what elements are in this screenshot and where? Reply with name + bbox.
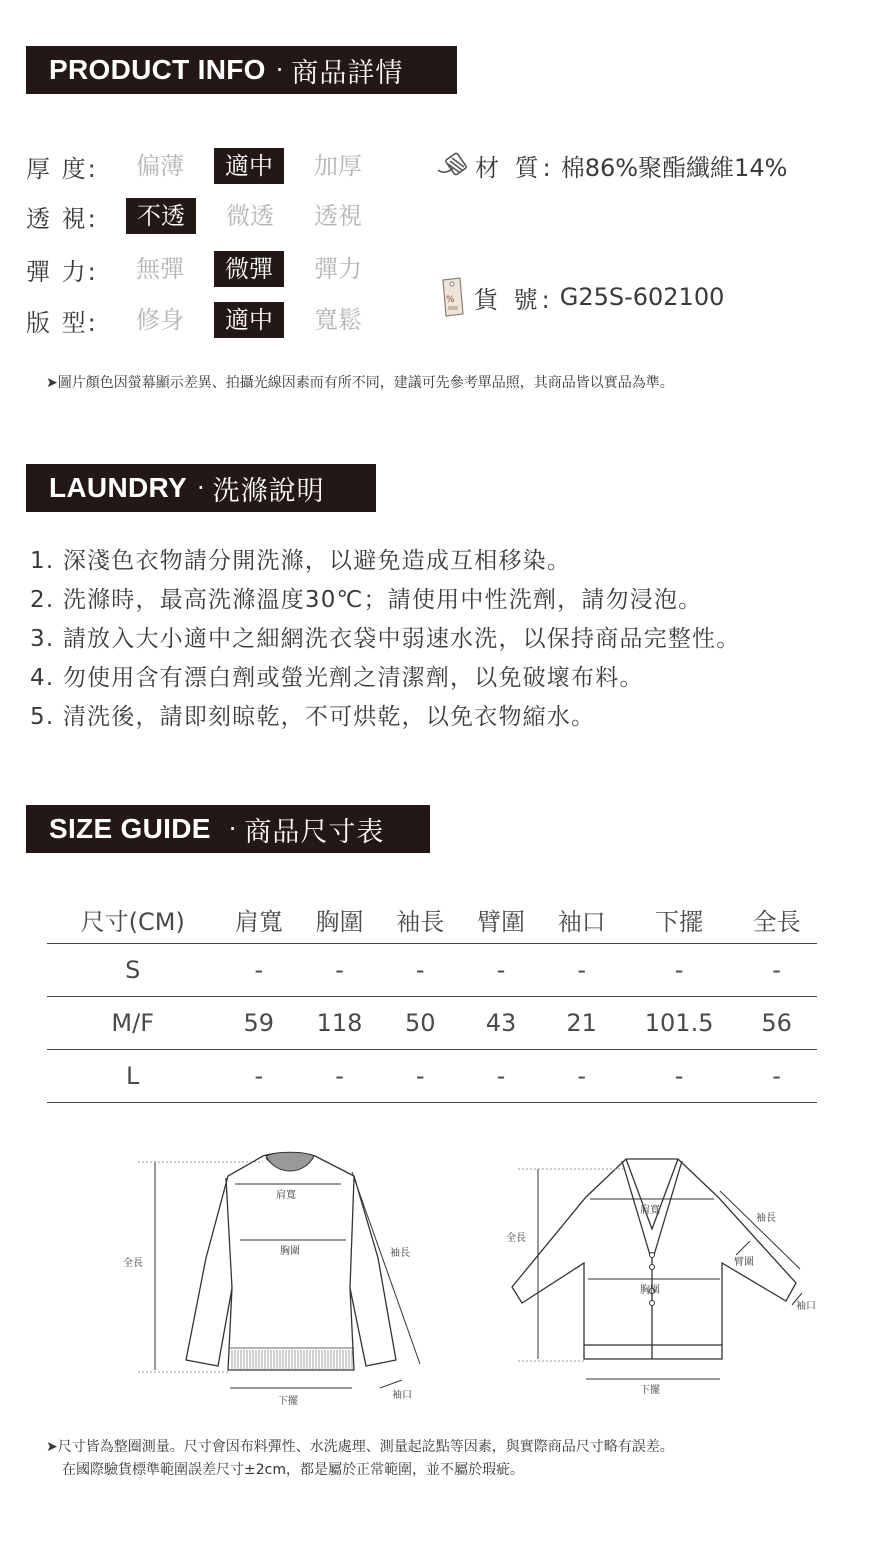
product-info-title-zh: 商品詳情 — [291, 57, 404, 89]
size-table-cell: 21 — [541, 997, 622, 1050]
sweater-diagram — [118, 1148, 438, 1408]
attribute-row — [26, 251, 392, 287]
size-guide-title-zh: 商品尺寸表 — [244, 816, 385, 848]
product-info-header — [26, 46, 457, 94]
laundry-item: 5. 清洗後，請即刻晾乾，不可烘乾，以免衣物縮水。 — [30, 704, 596, 730]
material-line — [435, 148, 787, 183]
size-table-cell: 56 — [736, 997, 817, 1050]
product-info-title-sep: · — [275, 56, 284, 84]
product-note: ➤圖片顏色因螢幕顯示差異、拍攝光線因素而有所不同，建議可先參考單品照，其商品皆以實品為準。 — [46, 375, 674, 391]
cardigan-label-arm: 臂圍 — [734, 1257, 754, 1268]
size-table-header-row — [47, 895, 817, 944]
sku-label: 貨 號: — [474, 285, 554, 314]
size-table-cell: - — [299, 944, 380, 997]
diagram-label-hem: 下擺 — [278, 1396, 298, 1407]
size-table-header-cell: 臂圍 — [476, 907, 525, 936]
size-table-row — [47, 997, 817, 1050]
laundry-item: 1. 深淺色衣物請分開洗滌，以避免造成互相移染。 — [30, 548, 572, 574]
size-table-cell: S — [47, 944, 218, 997]
size-table-cell: 118 — [299, 997, 380, 1050]
attribute-row — [26, 302, 392, 338]
size-table-header-cell: 袖口 — [557, 907, 606, 936]
size-table-cell: 50 — [380, 997, 461, 1050]
size-table-header-cell: 尺寸(CM) — [80, 907, 185, 936]
attribute-option: 修身 — [136, 306, 184, 334]
diagram-label-chest: 胸圍 — [280, 1246, 300, 1257]
size-table-cell: M/F — [47, 997, 218, 1050]
laundry-item: 4. 勿使用含有漂白劑或螢光劑之清潔劑，以免破壞布料。 — [30, 665, 644, 691]
size-table-cell: 43 — [461, 997, 542, 1050]
laundry-item: 2. 洗滌時，最高洗滌溫度30℃；請使用中性洗劑，請勿浸泡。 — [30, 587, 703, 613]
size-note-line2: 在國際驗貨標準範圍誤差尺寸±2cm，都是屬於正常範圍，並不屬於瑕疵。 — [62, 1462, 524, 1478]
size-table — [47, 895, 817, 1103]
size-note-line1: ➤尺寸皆為整圈測量。尺寸會因布料彈性、水洗處理、測量起訖點等因素，與實際商品尺寸略有誤差。 — [46, 1439, 674, 1455]
size-table-header-cell: 下擺 — [655, 907, 704, 936]
attribute-label: 版 型: — [26, 308, 98, 337]
product-info-title-en: PRODUCT INFO — [49, 54, 266, 85]
attribute-row — [26, 148, 392, 184]
attribute-option: 無彈 — [136, 255, 184, 283]
size-table-row — [47, 944, 817, 997]
cardigan-label-hem: 下擺 — [640, 1385, 660, 1396]
size-table-row — [47, 1050, 817, 1103]
thread-spool-icon — [435, 150, 471, 182]
attribute-label: 透 視: — [26, 204, 98, 233]
size-guide-title-sep: · — [228, 815, 237, 843]
size-table-header-cell: 胸圍 — [315, 907, 364, 936]
sku-line — [440, 276, 724, 318]
size-table-cell: - — [622, 944, 736, 997]
attribute-option-selected: 適中 — [214, 302, 284, 338]
diagram-label-sleeve: 袖長 — [390, 1248, 410, 1259]
attribute-option: 寬鬆 — [314, 306, 362, 334]
size-table-cell: L — [47, 1050, 218, 1103]
size-table-header-cell: 袖長 — [396, 907, 445, 936]
attribute-row — [26, 198, 392, 234]
diagram-label-cuff: 袖口 — [392, 1390, 412, 1401]
attribute-option: 偏薄 — [136, 152, 184, 180]
attribute-option-selected: 適中 — [214, 148, 284, 184]
sku-value: G25S-602100 — [559, 283, 725, 311]
attribute-option-selected: 不透 — [126, 198, 196, 234]
size-table-cell: - — [380, 1050, 461, 1103]
price-tag-icon — [440, 276, 466, 318]
diagram-label-length: 全長 — [123, 1258, 143, 1269]
size-table-header-cell: 全長 — [752, 907, 801, 936]
laundry-title-sep: · — [196, 474, 205, 502]
size-table-cell: - — [622, 1050, 736, 1103]
size-table-cell: - — [380, 944, 461, 997]
size-table-cell: - — [541, 944, 622, 997]
cardigan-label-cuff: 袖口 — [796, 1301, 816, 1312]
diagram-label-shoulder: 肩寬 — [276, 1190, 296, 1201]
size-table-cell: - — [541, 1050, 622, 1103]
laundry-title-en: LAUNDRY — [49, 472, 187, 503]
size-table-cell: - — [461, 1050, 542, 1103]
cardigan-label-sleeve: 袖長 — [756, 1213, 776, 1224]
attribute-option-selected: 微彈 — [214, 251, 284, 287]
attribute-label: 厚 度: — [26, 154, 98, 183]
laundry-title-zh: 洗滌說明 — [212, 475, 325, 507]
size-table-cell: - — [736, 944, 817, 997]
size-guide-title-en: SIZE GUIDE — [49, 813, 211, 844]
attribute-option: 透視 — [314, 202, 362, 230]
size-table-cell: - — [461, 944, 542, 997]
svg-text:%: % — [446, 295, 455, 305]
cardigan-label-chest: 胸圍 — [640, 1285, 660, 1296]
material-value: 棉86%聚酯纖維14% — [560, 154, 788, 182]
size-table-cell: 59 — [218, 997, 299, 1050]
size-table-cell: - — [299, 1050, 380, 1103]
attribute-label: 彈 力: — [26, 257, 98, 286]
size-table-cell: - — [218, 1050, 299, 1103]
attribute-option: 微透 — [226, 202, 274, 230]
cardigan-label-length: 全長 — [506, 1233, 526, 1244]
attribute-option: 彈力 — [314, 255, 362, 283]
cardigan-diagram — [500, 1155, 830, 1400]
laundry-item: 3. 請放入大小適中之細網洗衣袋中弱速水洗，以保持商品完整性。 — [30, 626, 741, 652]
material-label: 材 質: — [475, 154, 555, 182]
size-table-header-cell: 肩寬 — [234, 907, 283, 936]
cardigan-label-shoulder: 肩寬 — [640, 1205, 660, 1216]
laundry-header — [26, 464, 376, 512]
size-table-cell: 101.5 — [622, 997, 736, 1050]
size-table-cell: - — [218, 944, 299, 997]
attribute-option: 加厚 — [314, 152, 362, 180]
size-table-cell: - — [736, 1050, 817, 1103]
size-guide-header — [26, 805, 430, 853]
